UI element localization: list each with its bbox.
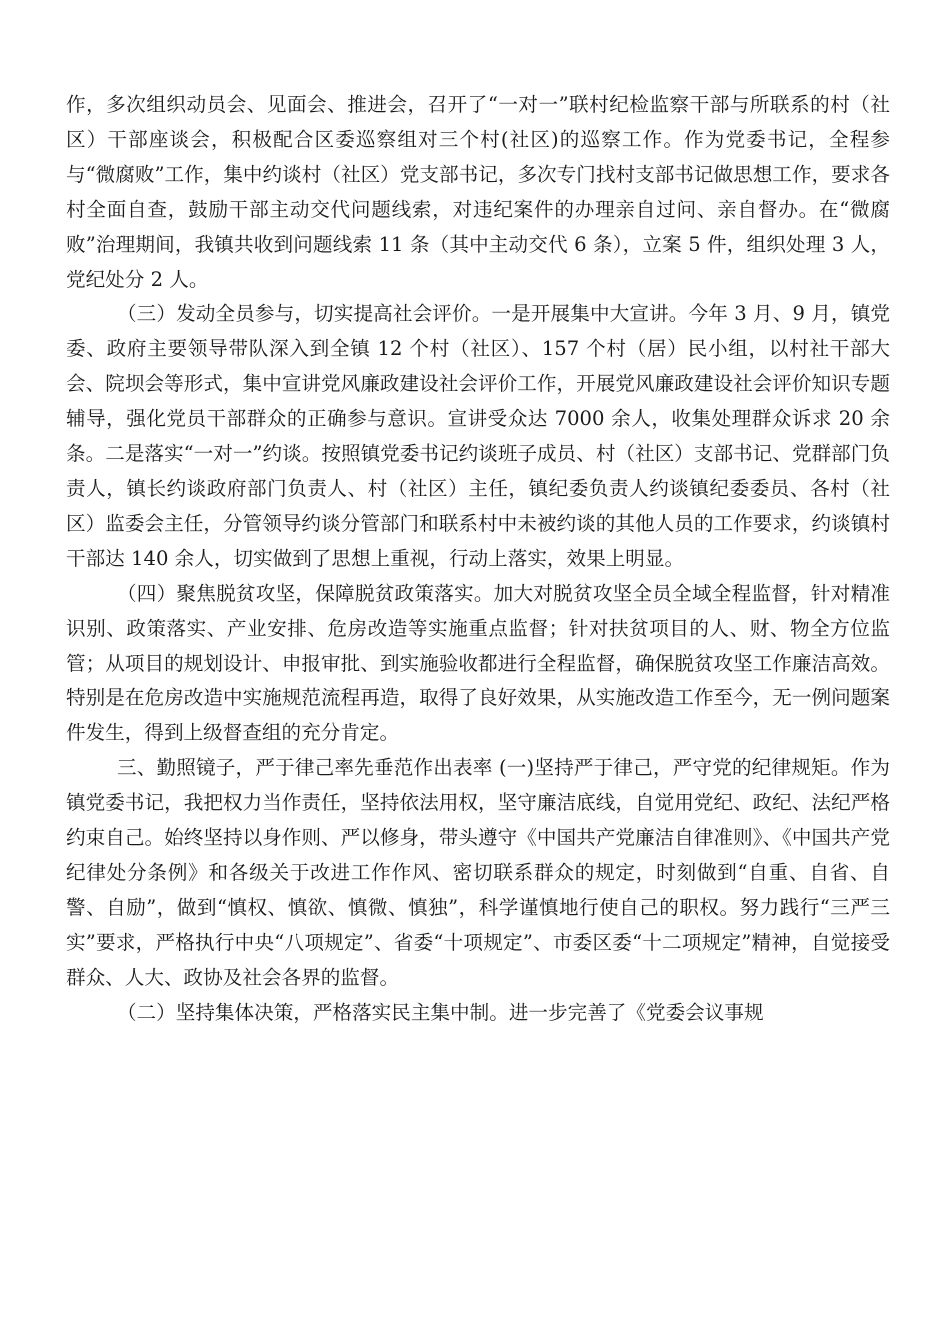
paragraph-continuation: 作，多次组织动员会、见面会、推进会，召开了“一对一”联村纪检监察干部与所联系的村（社区）干部座谈会，积极配合区委巡察组对三个村(社区)的巡察工作。作为党委书记，全程参与“微腐败”工作，集中约谈村（社区）党支部书记，多次专门找村支部书记做思想工作，要求各村全面自查，鼓励干部主动交代问题线索，对违纪案件的办理亲自过问、亲自督办。在“微腐败”治理期间，我镇共收到问题线索 11 条（其中主动交代 6 条），立案 5 件，组织处理 3 人，党纪处分 2 人。 (66, 93, 890, 291)
document-body (66, 88, 890, 1030)
paragraph-subsection-two: （二）坚持集体决策，严格落实民主集中制。进一步完善了《党委会议事规 (116, 1000, 764, 1024)
paragraph-part-three: 三、勤照镜子，严于律己率先垂范作出表率 (一)坚持严于律己，严守党的纪律规矩。作为镇党委书记，我把权力当作责任，坚持依法用权，坚守廉洁底线，自觉用党纪、政纪、法纪严格约束自己。始终坚持以身作则、严以修身，带头遵守《中国共产党廉洁自律准则》、《中国共产党纪律处分条例》和各级关于改进工作作风、密切联系群众的规定，时刻做到“自重、自省、自警、自励”，做到“慎权、慎欲、慎微、慎独”，科学谨慎地行使自己的职权。努力践行“三严三实”要求，严格执行中央“八项规定”、省委“十项规定”、市委区委“十二项规定”精神，自觉接受群众、人大、政协及社会各界的监督。 (66, 756, 890, 989)
paragraph-section-four: （四）聚焦脱贫攻坚，保障脱贫政策落实。加大对脱贫攻坚全员全域全程监督，针对精准识别、政策落实、产业安排、危房改造等实施重点监督；针对扶贫项目的人、财、物全方位监管；从项目的规划设计、申报审批、到实施验收都进行全程监督，确保脱贫攻坚工作廉洁高效。特别是在危房改造中实施规范流程再造，取得了良好效果，从实施改造工作至今，无一例问题案件发生，得到上级督查组的充分肯定。 (66, 581, 890, 745)
paragraph-section-three: （三）发动全员参与，切实提高社会评价。一是开展集中大宣讲。今年 3 月、9 月，镇党委、政府主要领导带队深入到全镇 12 个村（社区）、157 个村（居）民小组，以村社干部大会、院坝会等形式，集中宣讲党风廉政建设社会评价工作，开展党风廉政建设社会评价知识专题辅导，强化党员干部群众的正确参与意识。宣讲受众达 7000 余人，收集处理群众诉求 20 余条。二是落实“一对一”约谈。按照镇党委书记约谈班子成员、村（社区）支部书记、党群部门负责人，镇长约谈政府部门负责人、村（社区）主任，镇纪委负责人约谈镇纪委委员、各村（社区）监委会主任，分管领导约谈分管部门和联系村中未被约谈的其他人员的工作要求，约谈镇村干部达 140 余人，切实做到了思想上重视，行动上落实，效果上明显。 (66, 302, 890, 570)
